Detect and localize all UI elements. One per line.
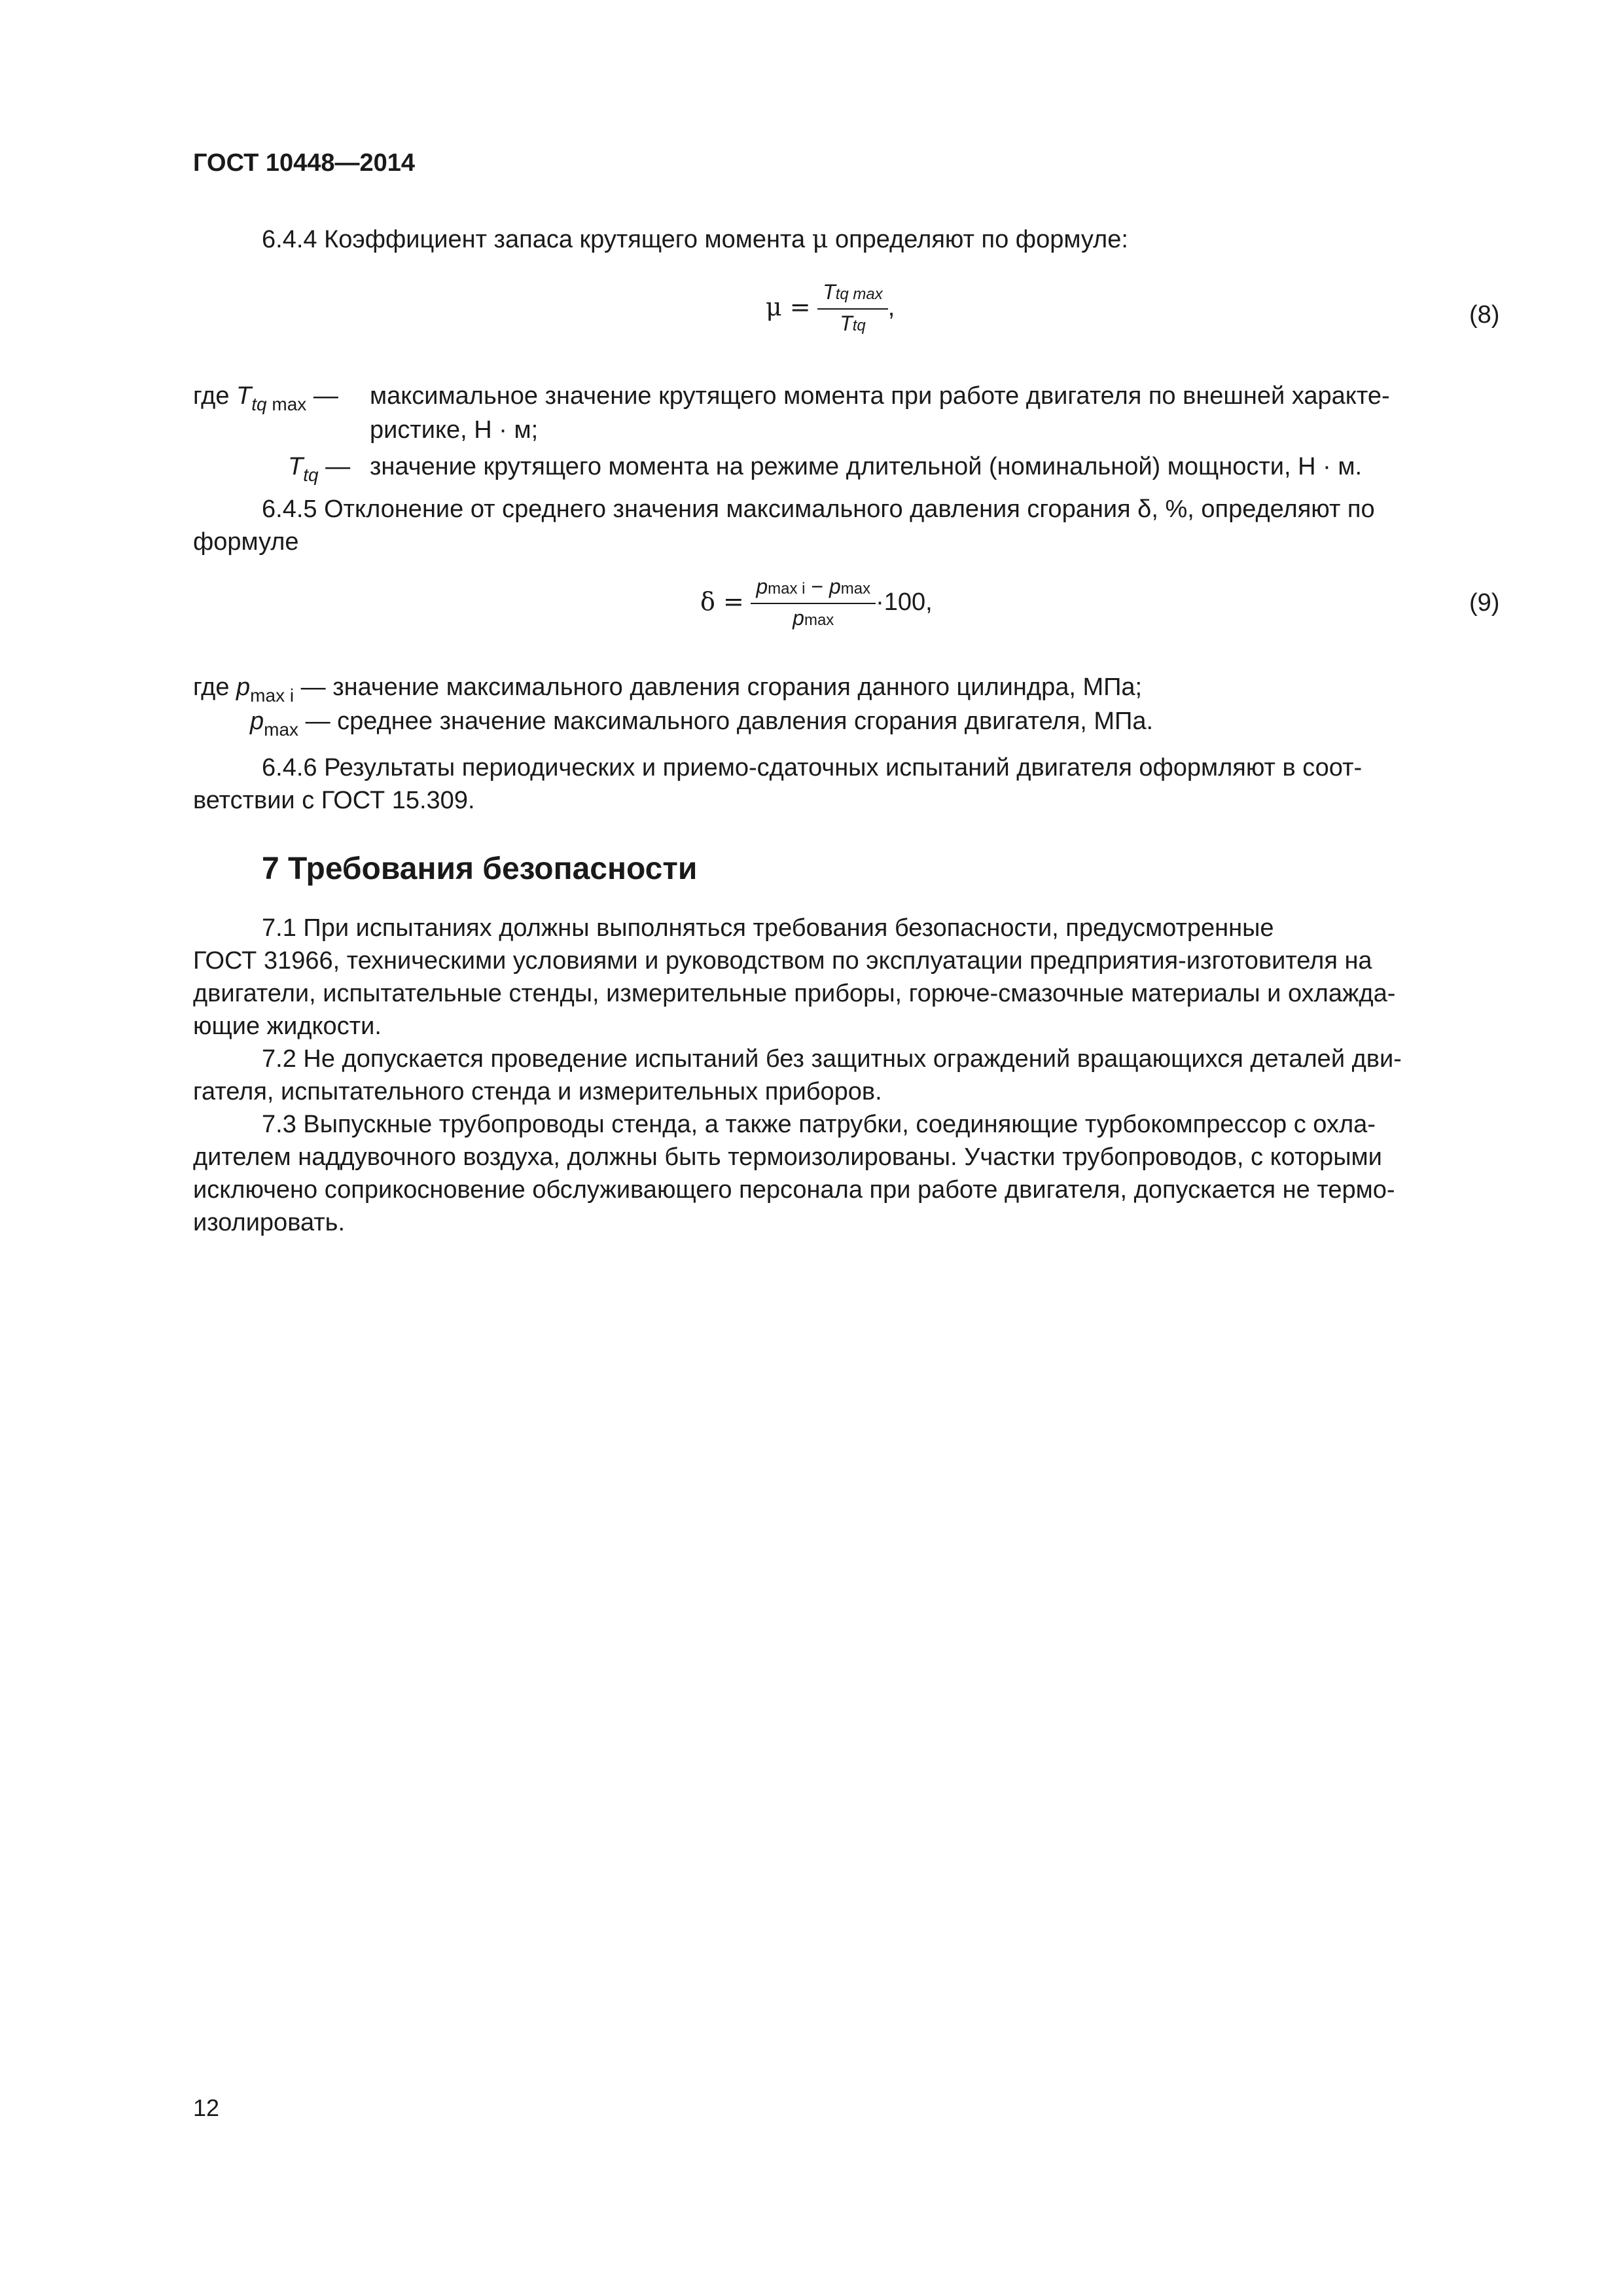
formula-tail: ·100, xyxy=(876,588,933,617)
formula-9 xyxy=(700,573,933,634)
formula-lhs: δ = xyxy=(700,587,744,617)
definition-ttq-max-cont: ристике, Н · м; xyxy=(370,416,539,444)
formula-8 xyxy=(766,278,895,340)
subscript-max: max xyxy=(264,719,299,740)
paragraph-6-4-4 xyxy=(262,223,1128,256)
paragraph-7-3: 7.3 Выпускные трубопроводы стенда, а также патрубки, соединяющие турбокомпрессор с охла- xyxy=(262,1111,1376,1138)
formula-tail: , xyxy=(887,294,895,322)
fraction-denominator xyxy=(817,310,888,340)
symbol-T: T xyxy=(236,382,252,410)
symbol-T: T xyxy=(288,453,304,480)
where-label: где xyxy=(193,382,237,410)
equation-number-8: (8) xyxy=(1469,301,1500,329)
paragraph-7-1: 7.1 При испытаниях должны выполняться требования безопасности, предусмотренные xyxy=(262,914,1274,942)
symbol-T: T xyxy=(840,312,853,335)
paragraph-7-1-cont: двигатели, испытательные стенды, измерительные приборы, горюче-смазочные материалы и охлажда- xyxy=(193,980,1396,1007)
paragraph-text: 6.4.4 Коэффициент запаса крутящего момента xyxy=(262,226,812,253)
where-9-line1 xyxy=(193,671,1142,706)
em-dash: — xyxy=(306,382,338,410)
formula-fraction xyxy=(751,573,876,634)
equation-number-9: (9) xyxy=(1469,589,1500,617)
definition-ttq: значение крутящего момента на режиме длительной (номинальной) мощности, Н · м. xyxy=(370,453,1363,480)
subscript-max: max xyxy=(804,611,834,629)
where-8-line2 xyxy=(288,450,350,485)
definition-pmax: — среднее значение максимального давления сгорания двигателя, МПа. xyxy=(298,708,1154,735)
formula-lhs: μ = xyxy=(766,293,811,322)
subscript-tq: tq xyxy=(852,317,866,334)
subscript-tq-max: tq max xyxy=(835,285,883,303)
paragraph-text: определяют по формуле: xyxy=(828,226,1128,253)
em-dash: — xyxy=(318,453,351,480)
subscript-max: max xyxy=(840,580,871,598)
fraction-denominator xyxy=(751,604,876,634)
subscript-tq: tq xyxy=(303,465,319,485)
formula-fraction xyxy=(817,278,888,340)
paragraph-7-3-cont: изолировать. xyxy=(193,1209,346,1236)
where-label: где xyxy=(193,673,237,701)
subscript-max-i: max i xyxy=(250,685,294,706)
symbol-p: p xyxy=(250,708,264,735)
paragraph-7-2: 7.2 Не допускается проведение испытаний без защитных ограждений вращающихся деталей дви- xyxy=(262,1045,1402,1073)
paragraph-7-3-cont: дителем наддувочного воздуха, должны быть термоизолированы. Участки трубопроводов, с которыми xyxy=(193,1143,1382,1171)
subscript-max: max xyxy=(266,394,307,414)
fraction-numerator xyxy=(751,573,876,604)
where-8-line1 xyxy=(193,380,338,414)
paragraph-7-1-cont: ющие жидкости. xyxy=(193,1013,382,1040)
symbol-p: p xyxy=(793,606,804,630)
definition-ttq-max: максимальное значение крутящего момента при работе двигателя по внешней характе- xyxy=(370,382,1390,410)
mu-symbol: μ xyxy=(812,224,829,253)
document-code-header: ГОСТ 10448—2014 xyxy=(193,149,416,177)
subscript-tq: tq xyxy=(251,394,267,414)
where-9-line2 xyxy=(250,705,1153,740)
paragraph-6-4-5-cont: формуле xyxy=(193,528,299,556)
definition-pmax-i: — значение максимального давления сгорания данного цилиндра, МПа; xyxy=(294,673,1143,701)
paragraph-7-2-cont: гателя, испытательного стенда и измерительных приборов. xyxy=(193,1078,882,1105)
symbol-p: p xyxy=(236,673,251,701)
section-7-title: 7 Требования безопасности xyxy=(262,852,698,886)
paragraph-7-3-cont: исключено соприкосновение обслуживающего персонала при работе двигателя, допускается не термо- xyxy=(193,1176,1395,1204)
symbol-T: T xyxy=(823,280,836,304)
paragraph-7-1-cont: ГОСТ 31966, техническими условиями и руководством по эксплуатации предприятия-изготовителя на xyxy=(193,947,1372,975)
symbol-p: p xyxy=(756,575,768,598)
minus-sign: − xyxy=(805,575,829,598)
paragraph-6-4-5: 6.4.5 Отклонение от среднего значения максимального давления сгорания δ, %, определяют по xyxy=(262,495,1375,523)
fraction-numerator xyxy=(817,278,888,310)
paragraph-6-4-6-cont: ветствии с ГОСТ 15.309. xyxy=(193,787,475,814)
symbol-p: p xyxy=(829,575,841,598)
subscript-max-i: max i xyxy=(768,580,806,598)
paragraph-6-4-6: 6.4.6 Результаты периодических и приемо-сдаточных испытаний двигателя оформляют в соот- xyxy=(262,754,1363,781)
page-number: 12 xyxy=(193,2094,220,2121)
